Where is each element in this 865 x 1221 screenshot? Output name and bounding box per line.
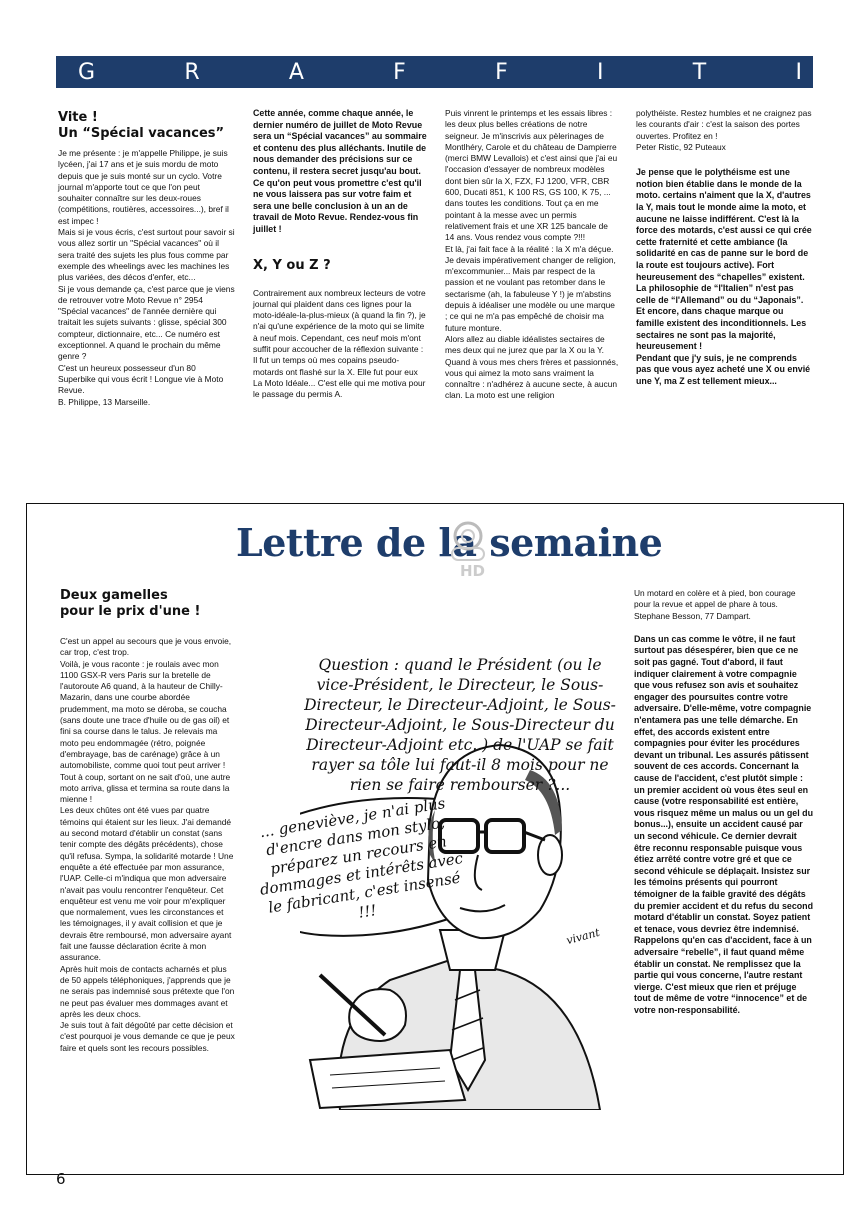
banner-letter: G <box>78 59 97 85</box>
watermark-logo <box>436 514 500 582</box>
column-4 <box>636 108 812 387</box>
letter-heading <box>60 588 236 620</box>
paragraph: Alors allez au diable idéalistes sectaires de mes deux qui ne jurez que par la X ou la Y. Quand à vous mes chers frères et passionnés, vous qui aimez la moto sans vraiment la connaître : n'adhérez à aucune secte, à aucun clan. La moto est une religion <box>445 333 619 401</box>
letter-box-title: Lettre de la semaine <box>236 520 663 565</box>
paragraph: polythéiste. Restez humbles et ne craignez pas les courants d'air : c'est la saison des portes ouvertes. Profitez en ! <box>636 108 812 141</box>
paragraph: Je suis tout à fait dégoûté par cette décision et c'est pourquoi je vous demande ce que je peux faire et quels sont les recours possibles. <box>60 1020 235 1053</box>
banner-letter: A <box>288 59 305 85</box>
signature-line: B. Philippe, 13 Marseille. <box>58 396 151 407</box>
svg-text:HD: HD <box>460 562 486 580</box>
column-1 <box>58 110 235 408</box>
article-title: X, Y ou Z ? <box>253 257 331 273</box>
cartoon-caption: Question : quand le Président (ou le vice-Président, le Directeur, le Sous-Directeur, le Directeur-Adjoint, le Sous-Directeur-Adjoint, le Sous-Directeur du Directeur-Adjoint etc..) de l'UAP se fait rayer sa tôle lui faut-il 8 mois pour ne rien se faire rembourser ?... <box>304 656 616 794</box>
paragraph: Tout à coup, sortant on ne sait d'où, une autre moto arriva, glissa et termina sa route dans la mienne ! <box>60 771 231 805</box>
paragraph: Mais si je vous écris, c'est surtout pour savoir si vous allez sortir un "Spécial vacances" où il sera traité des sujets les plus fous comme par exemple des wheelings avec les machines les plus variées, des décos d'enfer, etc... <box>58 227 235 283</box>
paragraph: Les deux chûtes ont été vues par quatre témoins qui étaient sur les lieux. J'ai demandé au second motard d'établir un constat (sans tenir compte des dégâts précédents), chose qu'il refusa. Sympa, la solidarité motarde ! Une enquête a été effectuée par mon assurance, l'UAP. Celle-ci m'indiqua que mon adversaire n'avait pas voulu rencontrer l'enquêteur. Cet enquêteur est venu me voir pour m'expliquer que normalement, vues les circonstances et les témoignages, il y avait collision et que je devrais être remboursé, mon adversaire ayant fait une fausse déclaration écrite à mon assurance. <box>60 805 234 963</box>
paragraph: Il fut un temps où mes copains pseudo-motards ont flashé sur la X. Elle fut pour eux La Moto Idéale... C'est elle qui me motiva pour le passage du permis A. <box>253 355 426 400</box>
editor-reply: Pendant que j'y suis, je ne comprends pas que vous ayez acheté une X ou envié une Y, ma Z est tellement mieux... <box>636 352 811 386</box>
banner-letter: I <box>596 59 605 85</box>
banner-letter: F <box>393 59 407 85</box>
editor-reply: Dans un cas comme le vôtre, il ne faut surtout pas désespérer, bien que ce ne soit pas gagné. Tout d'abord, il faut indiquer clairement à votre compagnie que vous refusez son avis et souhaitez engager des poursuites contre votre adversaire. D'elle-même, votre compagnie n'entamera pas une telle démarche. En effet, des accords existent entre compagnies pour éviter les procédures devant un tribunal. Les assurés pâtissent souvent de ces accords. Concernant la cause de l'accident, c'est plutôt simple : un premier accident où vous êtes seul en cause (votre responsabilité est entière, vous risquez même un malus ou un gel du bonus...), ensuite un accident causé par un second véhicule. Ce dernier devrait être reconnu responsable puisque vous étiez arrêté contre votre gré et que ce second véhicule se déplaçait. Insistez sur les témoins présents qui pourront témoigner de la faible gravité des dégâts du premier accident et du refus du second motard d'établir un constat. Soyez patient et tenace, vous devriez être indemnisé. Rappelons qu'en cas d'accident, face à un adversaire “rebelle”, il faut quand même établir un constat. Ne remplissez que la partie qui vous concerne, l'autre restant vierge. C'est mieux que rien et préjuge tout de même de votre “innocence” et de votre non-responsabilité. <box>634 633 814 1015</box>
editor-reply: Cette année, comme chaque année, le dernier numéro de juillet de Moto Revue sera un “Spécial vacances” au sommaire et contenu des plus alléchants. Inutile de nous demander des précisions sur ce contenu, il restera secret jusqu'au bout. Ce qu'on peut vous promettre c'est qu'il ne vous laissera pas sur votre faim et sera une belle conclusion à un an de travail de Moto Revue. Rendez-vous fin juillet ! <box>253 108 427 234</box>
paragraph: Puis vinrent le printemps et les essais libres : les deux plus belles créations de notre seigneur. Je m'inscrivis aux pèlerinages de Montlhéry, Carole et du château de Dampierre (merci BMW Levallois) et c'est ainsi que j'ai eu l'occasion d'essayer de nombreux modèles dont bien sûr la X, FZX, FJ 1200, VFR, CBR 600, Ducati 851, K 100 RS, GS 100, K 75, ... dans toutes les conditions. Tout ça en me pointant à la messe avec un permis relativement frais et une XR 125 bancale de 14 ans. Vous rendez vous compte ?!!! <box>445 108 618 243</box>
paragraph: Je me présente : je m'appelle Philippe, je suis lycéen, j'ai 17 ans et je suis mordu de moto depuis que je suis monté sur un cyclo. Votre journal m'apporte tout ce que l'on peut souhaiter connaître sur les deux-roues (compétitions, routières, accessoires...), bref il est impec ! <box>58 148 229 226</box>
banner-letter: T <box>692 59 708 85</box>
letter-column-right <box>634 588 814 1016</box>
paragraph: Voilà, je vous raconte : je roulais avec mon 1100 GSX-R vers Paris sur la bretelle de l'autoroute A6 quand, à la hauteur de Chilly-Mazarin, dans une courbe abordée prudemment, ma moto se déroba, se coucha (sans doute une trace d'huile ou de gas oil) et fini sa course dans le talus. Je relevais ma moto peu endommagée (rétro, poignée d'embrayage, bas de carénage) grâce à un automobiliste, comme quoi tout peut arriver ! <box>60 658 230 771</box>
column-2 <box>253 108 429 401</box>
banner-letter: I <box>795 59 803 85</box>
editor-reply: Je pense que le polythéisme est une notion bien établie dans le monde de la moto. certains n'aiment que la X, d'autres la Y, mais tout le monde aime la moto, et aucune ne laisse indifférent. C'est là la force des motards, c'est aussi ce qui crée cette fraternité et cette ambiance (la solidarité en cas de panne sur le bord de la route est toujours active). Fort heureusement des “chapelles” existent. La philosophie de “l'Italien” n'est pas celle de “l'Allemand” ou du “Japonais”. Et encore, dans chaque marque ou famille existent des inconditionnels. Les sectaires ne sont pas la majorité, heureusement ! <box>636 167 812 352</box>
banner-letter: F <box>495 59 509 85</box>
cartoon-speech-bubble: ... geneviève, je n'ai plus d'encre dans mon stylo, préparez un recours en dommages et intérêts avec le fabricant, c'est insensé !!! <box>258 794 465 922</box>
paragraph: Et là, j'ai fait face à la réalité : la X m'a déçue. Je devais impérativement changer de religion, m'excommunier... Mais par respect de la passion et ne voulant pas retomber dans le sectarisme (ah, la fabuleuse Y !) je m'abstins depuis à idéaliser une modèle ou une marque ; ce qui ne m'a pas empêché de choisir ma future monture. <box>445 243 616 333</box>
article-title <box>58 110 235 142</box>
letter-heading-line2: pour le prix d'une ! <box>60 604 201 619</box>
section-banner <box>56 56 813 88</box>
banner-letters <box>56 60 813 85</box>
column-3 <box>445 108 619 402</box>
paragraph: Un motard en colère et à pied, bon courage pour la revue et appel de phare à tous. <box>634 588 796 610</box>
paragraph: C'est un appel au secours que je vous envoie, car trop, c'est trop. <box>60 636 232 658</box>
signature-line: Stephane Besson, 77 Dampart. <box>634 610 751 621</box>
letter-column-left <box>60 588 236 1054</box>
article-title-line2: Un “Spécial vacances” <box>58 126 225 141</box>
paragraph: Contrairement aux nombreux lecteurs de votre journal qui plaident dans ces lignes pour la moto-idéale-la-plus-mieux (à quand la fin ?), je n'ai qu'une expérience de la moto qui se limite à neuf mois. Cependant, ces neuf mois m'ont suffit pour accoucher de la réflexion suivante : <box>253 287 426 355</box>
paragraph: Après huit mois de contacts acharnés et plus de 50 appels téléphoniques, j'apprends que je ne serais pas indemnisé sous prétexte que l'on ne peut pas évaluer mes dommages avant et après les deux chocs. <box>60 963 235 1019</box>
page-number: 6 <box>56 1170 66 1188</box>
signature-line: Peter Ristic, 92 Puteaux <box>636 141 726 152</box>
letter-heading-line1: Deux gamelles <box>60 588 168 603</box>
paragraph: Si je vous demande ça, c'est parce que je viens de retrouver votre Moto Revue n° 2954 "Spécial vacances" de l'année dernière qui traitait les sujets suivants : glisse, spécial 300 compteur, dictionnaire, etc... Ce numéro est exceptionnel. A quand le prochain du même genre ? <box>58 283 235 362</box>
banner-letter: R <box>184 59 201 85</box>
paragraph: C'est un heureux possesseur d'un 80 Superbike qui vous écrit ! Longue vie à Moto Revue. <box>58 362 224 396</box>
cartoonist-signature: vivant <box>564 925 602 948</box>
article-title-line1: Vite ! <box>58 110 98 125</box>
